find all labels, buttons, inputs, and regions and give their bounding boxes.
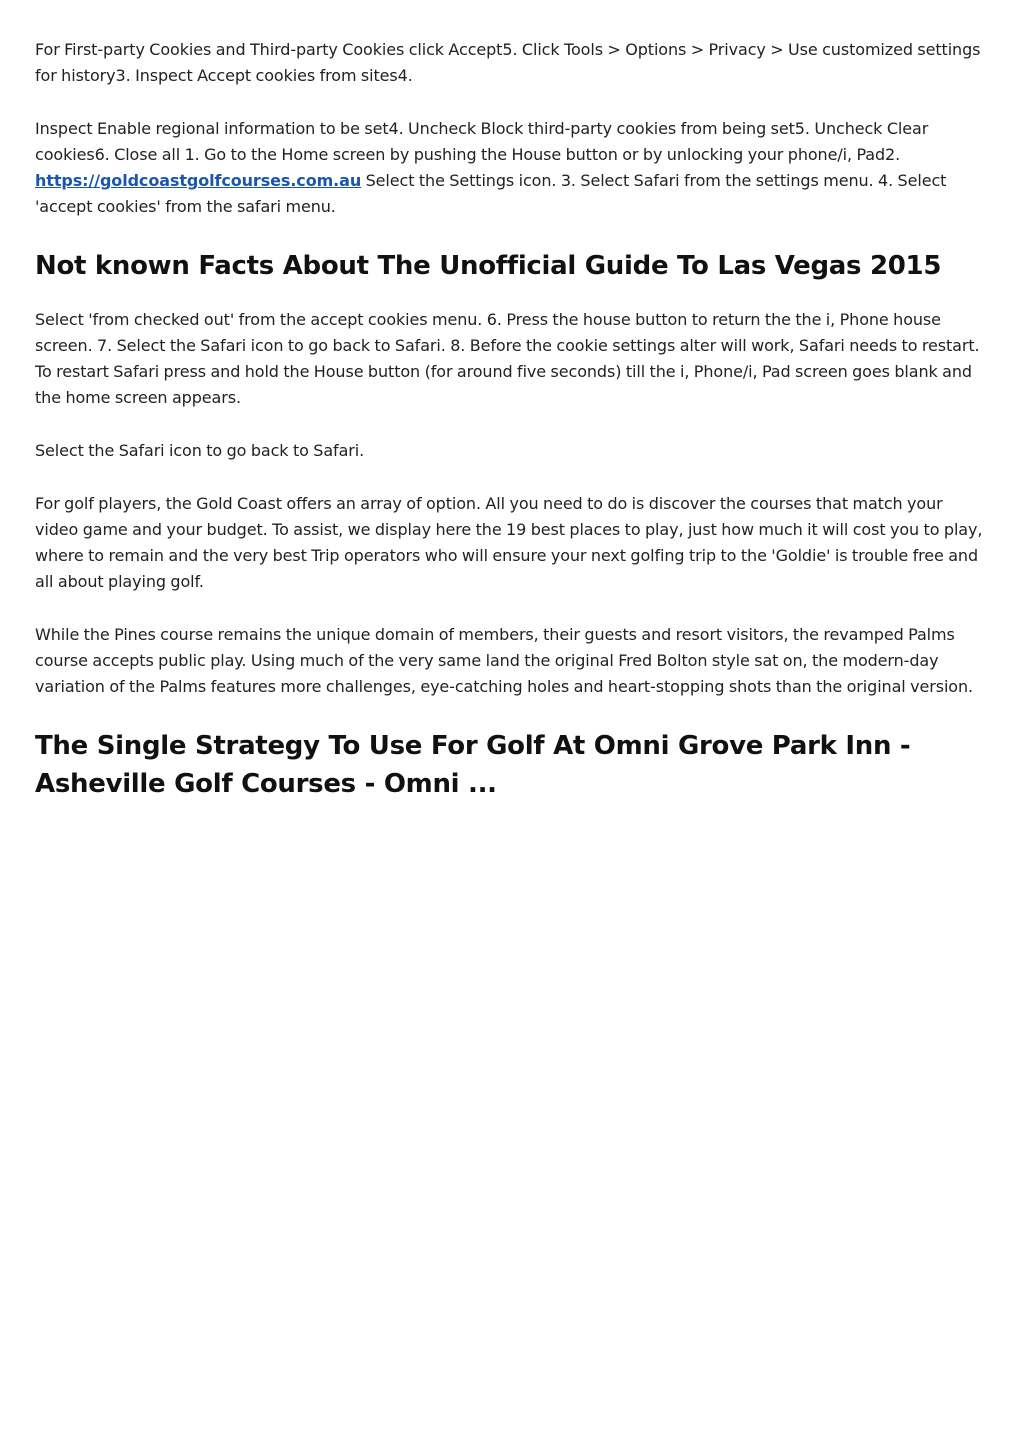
paragraph-text: Inspect Enable regional information to be set4. Uncheck Block third-party cookies from being set5. Uncheck Clear cookies6. Close all 1. Go to the Home screen by pushing the House button or by unlocking your phone/i, Pad2. [35,119,929,164]
paragraph-cookies-firefox: For First-party Cookies and Third-party Cookies click Accept5. Click Tools > Options > Privacy > Use customized settings for history3. Inspect Accept cookies from sites4. [35,40,981,85]
paragraph-pines-palms: While the Pines course remains the unique domain of members, their guests and resort visitors, the revamped Palms course accepts public play. Using much of the very same land the original Fred Bolton style sat on, the modern-day variation of the Palms features more challenges, eye-catching holes and heart-stopping shots than the original version. [35,625,973,696]
goldcoast-golf-link[interactable]: https://goldcoastgolfcourses.com.au [35,171,362,190]
paragraph-cookies-safari [35,116,990,220]
paragraph-gold-coast: For golf players, the Gold Coast offers an array of option. All you need to do is discover the courses that match your video game and your budget. To assist, we display here the 19 best places to play, just how much it will cost you to play, where to remain and the very best Trip operators who will ensure your next golfing trip to the 'Goldie' is trouble free and all about playing golf. [35,494,983,591]
section-heading-omni-grove: The Single Strategy To Use For Golf At Omni Grove Park Inn - Asheville Golf Courses - Omni ... [35,731,911,799]
section-heading-las-vegas: Not known Facts About The Unofficial Guide To Las Vegas 2015 [35,251,942,281]
paragraph-text: Select the Settings icon. 3. Select Safari from the settings menu. 4. Select 'accept cookies' from the safari menu. [35,171,947,216]
paragraph-safari-icon: Select the Safari icon to go back to Safari. [35,441,365,460]
article-body [35,37,990,825]
paragraph-safari-restart: Select 'from checked out' from the accept cookies menu. 6. Press the house button to return the the i, Phone house screen. 7. Select the Safari icon to go back to Safari. 8. Before the cookie settings alter will work, Safari needs to restart. To restart Safari press and hold the House button (for around five seconds) till the i, Phone/i, Pad screen goes blank and the home screen appears. [35,310,980,407]
